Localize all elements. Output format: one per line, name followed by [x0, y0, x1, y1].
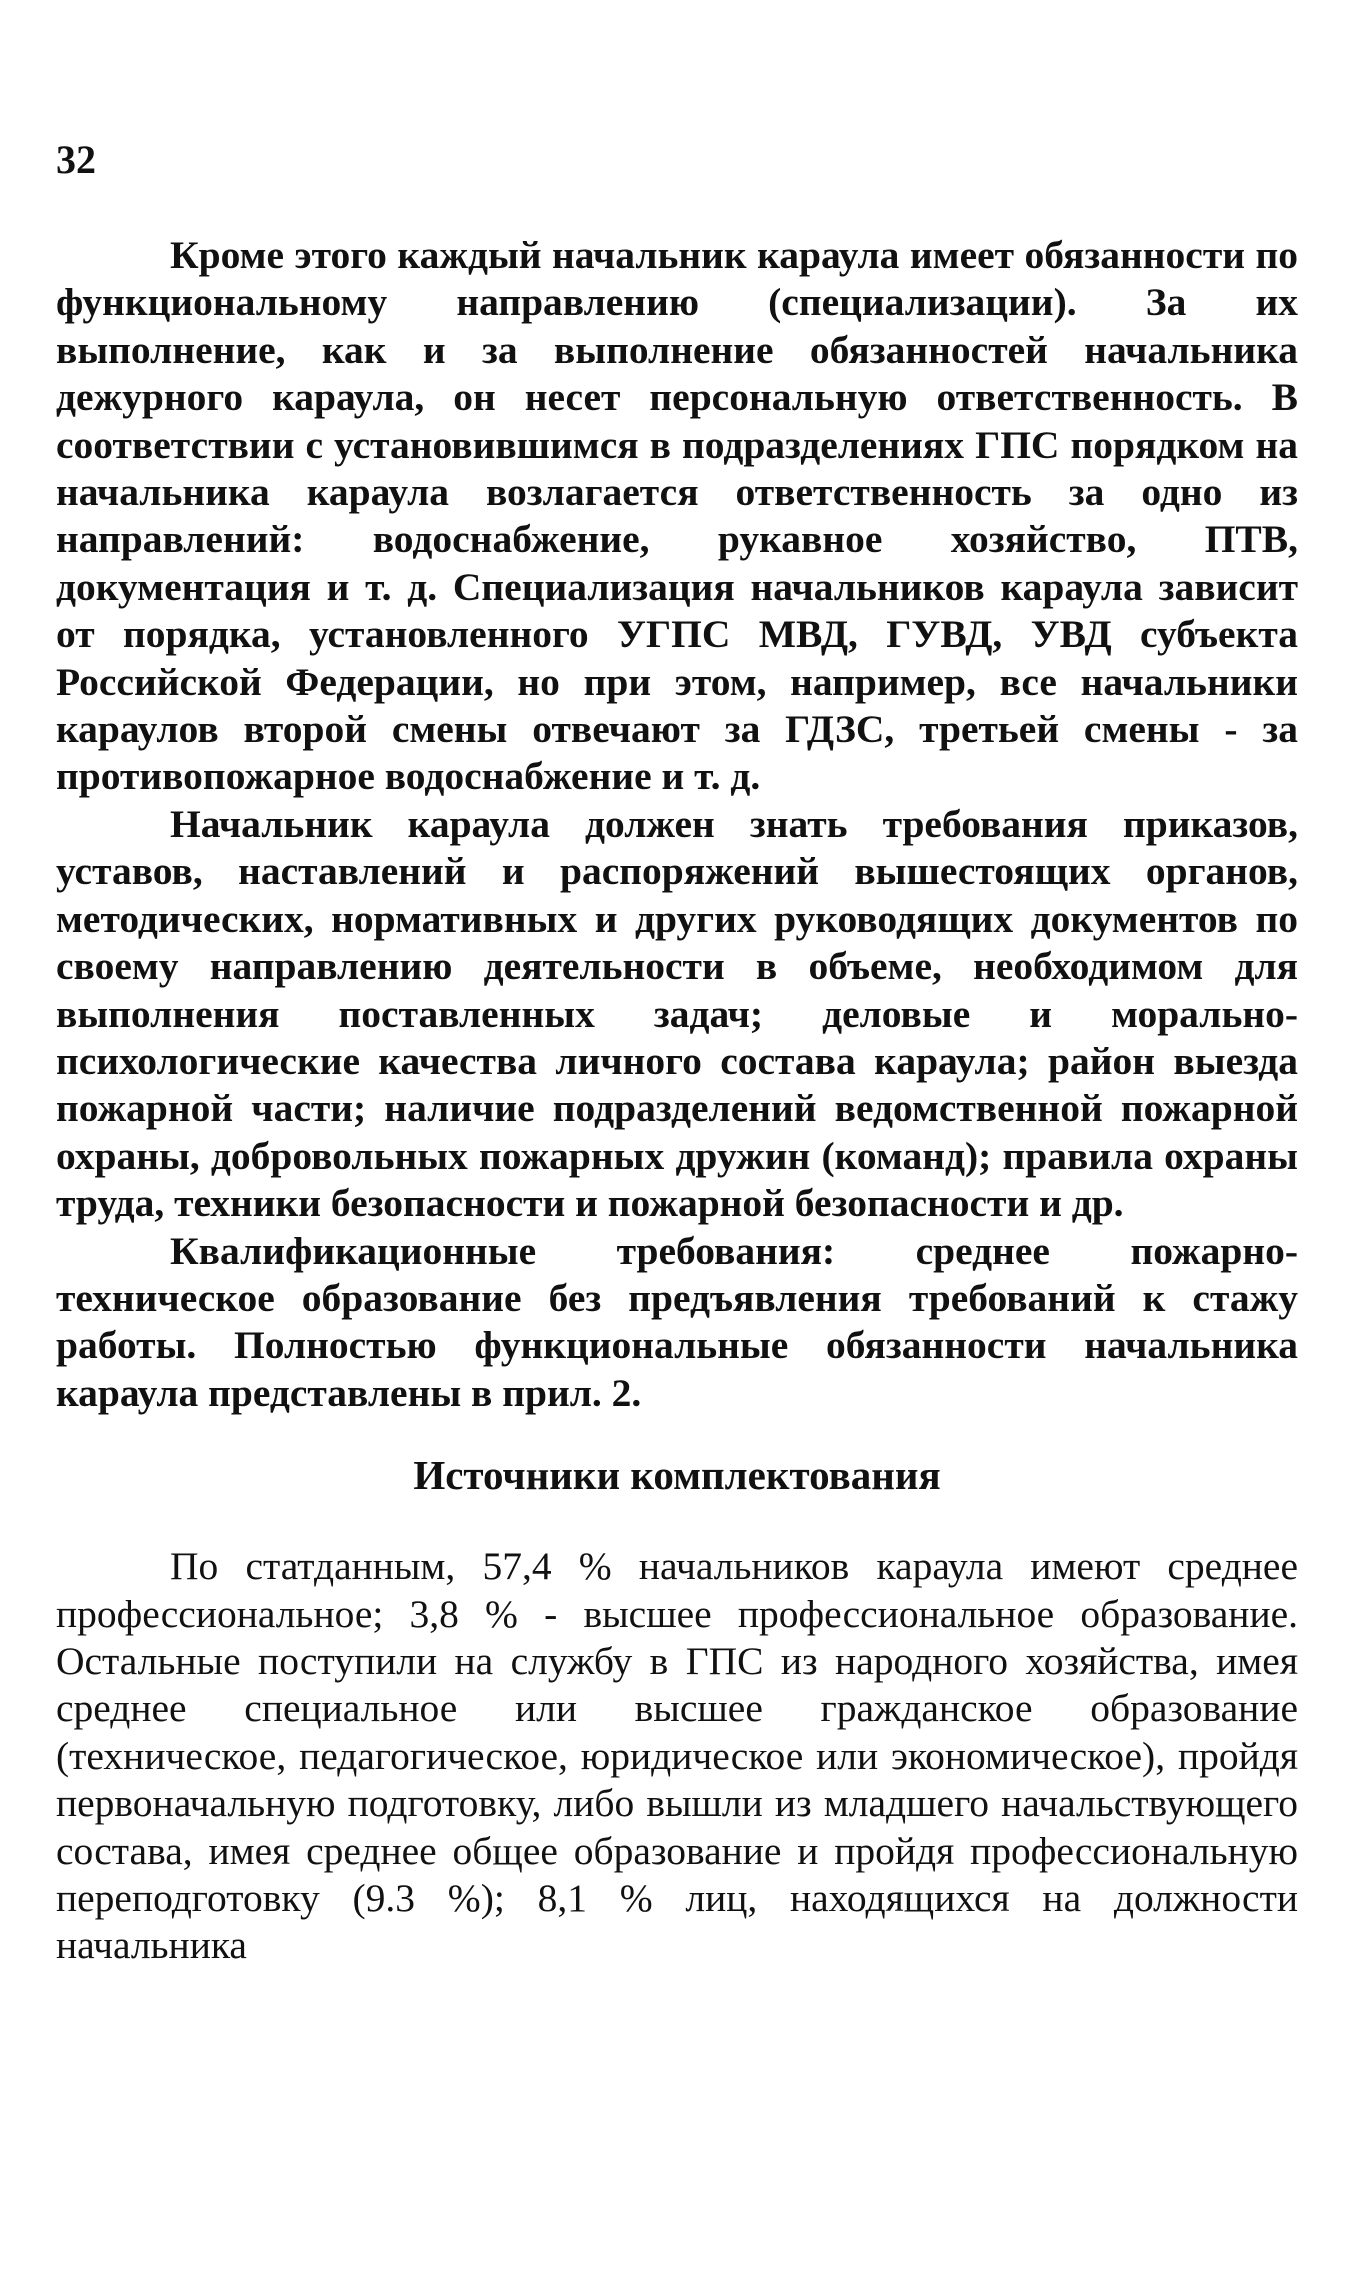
paragraph-recruitment-sources: По статданным, 57,4 % начальников караула имеют среднее профессиональное; 3,8 % - высшее профессиональное образование. Остальные поступили на службу в ГПС из народного хозяйства, имея среднее специальное или высшее гражданское образование (техническое, педагогическое, юридическое или экономическое), пройдя первоначальную подготовку, либо вышли из младшего начальствующего состава, имея среднее общее образование и пройдя профессиональную переподготовку (9.3 %); 8,1 % лиц, находящихся на должности начальника: [56, 1544, 1298, 1968]
paragraph-specialization: Кроме этого каждый начальник караула имеет обязанности по функциональному направлению (специализации). За их выполнение, как и за выполнение обязанностей начальника дежурного караула, он несет персональную ответственность. В соответствии с установившимся в подразделениях ГПС порядком на начальника караула возлагается ответственность за одно из направлений: водоснабжение, рукавное хозяйство, ПТВ, документация и т. д. Специализация начальников караула зависит от порядка, установленного УГПС МВД, ГУВД, УВД субъекта Российской Федерации, но при этом, например, все начальники караулов второй смены отвечают за ГДЗС, третьей смены - за противопожарное водоснабжение и т. д.: [56, 233, 1298, 799]
section-heading: Источники комплектования: [413, 1452, 941, 1499]
paragraph-qualification: Квалификационные требования: среднее пожарно-техническое образование без предъявления требований к стажу работы. Полностью функциональные обязанности начальника караула представлены в прил. 2.: [56, 1228, 1298, 1415]
document-page: [56, 137, 1298, 1970]
page-number: 32: [56, 137, 96, 182]
paragraph-knowledge-requirements: Начальник караула должен знать требования приказов, уставов, наставлений и распоряжений вышестоящих органов, методических, нормативных и других руководящих документов по своему направлению деятельности в объеме, необходимом для выполнения поставленных задач; деловые и морально-психологические качества личного состава караула; район выезда пожарной части; наличие подразделений ведомственной пожарной охраны, добровольных пожарных дружин (команд); правила охраны труда, техники безопасности и пожарной безопасности и др.: [56, 801, 1298, 1226]
